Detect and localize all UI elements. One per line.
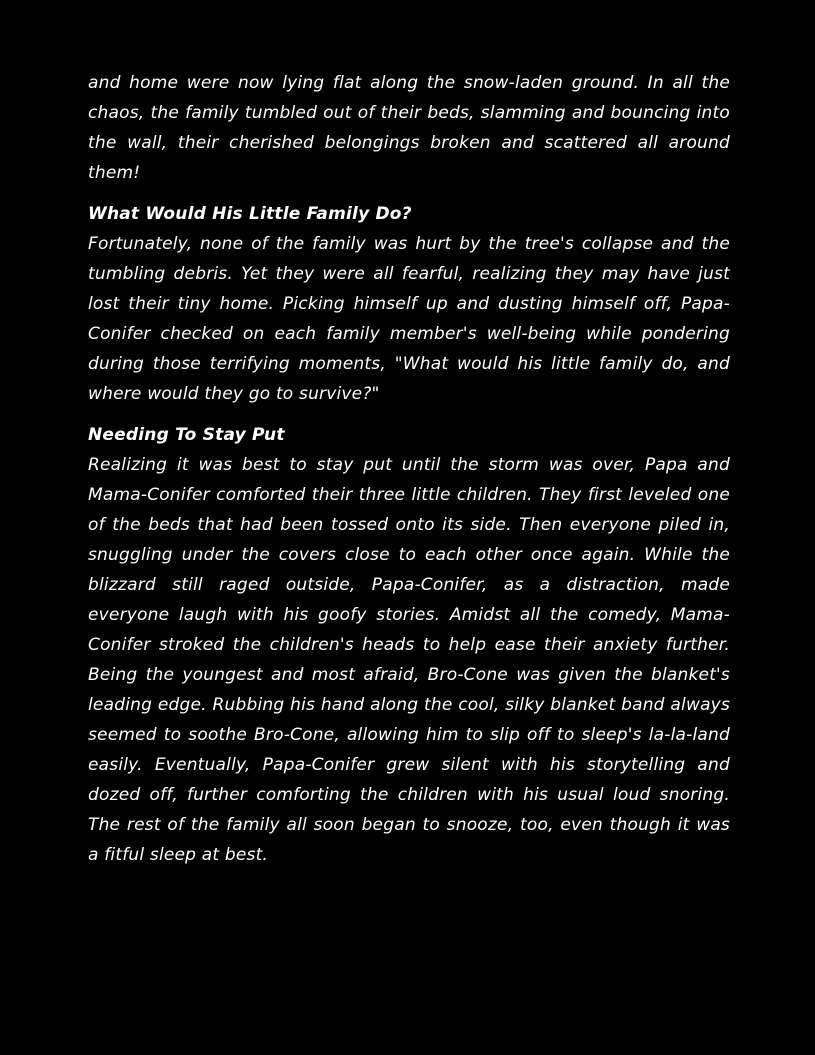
section-body-family: Fortunately, none of the family was hurt by the tree's collapse and the tumbling debris. Yet they were all fearful, realizing they may have just lost their tiny home. Picking himself up and dusting himself off, Papa-Conifer checked on each family member's well-being while pondering during those terrifying moments, "What would his little family do, and where would they go to survive?" [88,234,730,404]
page-content [88,68,730,870]
section-heading-stay-put: Needing To Stay Put [88,425,285,445]
intro-paragraph: and home were now lying flat along the snow-laden ground. In all the chaos, the family tumbled out of their beds, slamming and bouncing into the wall, their cherished belongings broken and scattered all around them! [88,73,730,183]
section-heading-family: What Would His Little Family Do? [88,204,412,224]
section-body-stay-put: Realizing it was best to stay put until the storm was over, Papa and Mama-Conifer comforted their three little children. They first leveled one of the beds that had been tossed onto its side. Then everyone piled in, snuggling under the covers close to each other once again. While the blizzard still raged outside, Papa-Conifer, as a distraction, made everyone laugh with his goofy stories. Amidst all the comedy, Mama-Conifer stroked the children's heads to help ease their anxiety further. Being the youngest and most afraid, Bro-Cone was given the blanket's leading edge. Rubbing his hand along the cool, silky blanket band always seemed to soothe Bro-Cone, allowing him to slip off to sleep's la-la-land easily. Eventually, Papa-Conifer grew silent with his storytelling and dozed off, further comforting the children with his usual loud snoring. The rest of the family all soon began to snooze, too, even though it was a fitful sleep at best. [88,455,730,865]
